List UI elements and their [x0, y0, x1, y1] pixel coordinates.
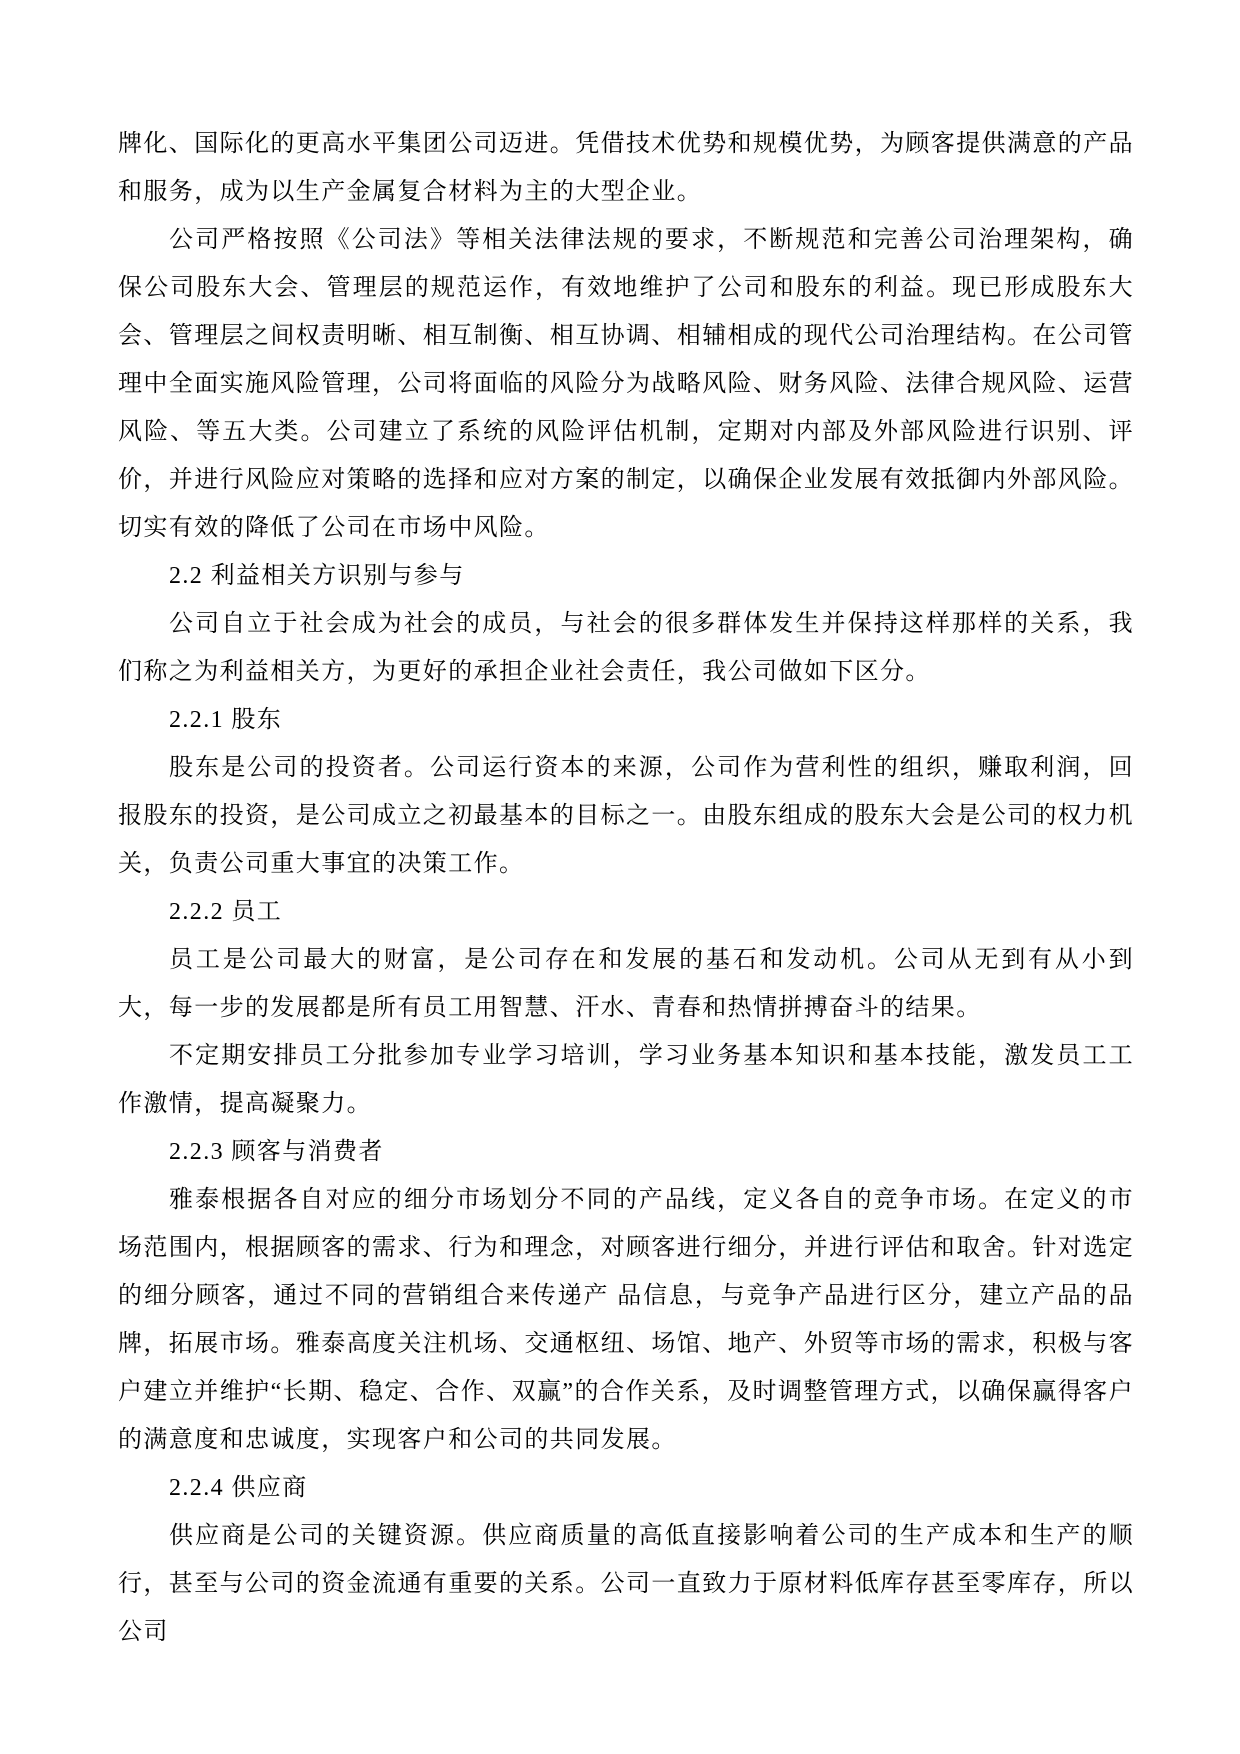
paragraph: 公司自立于社会成为社会的成员，与社会的很多群体发生并保持这样那样的关系，我们称之为利益相关方，为更好的承担企业社会责任，我公司做如下区分。	[118, 611, 1134, 685]
section-heading-2-2-3: 2.2.3 顾客与消费者	[169, 1139, 384, 1165]
text-block	[118, 120, 1134, 1656]
paragraph: 供应商是公司的关键资源。供应商质量的高低直接影响着公司的生产成本和生产的顺行，甚至与公司的资金流通有重要的关系。公司一直致力于原材料低库存甚至零库存，所以公司	[118, 1523, 1134, 1645]
paragraph-continuation: 牌化、国际化的更高水平集团公司迈进。凭借技术优势和规模优势，为顾客提供满意的产品和服务，成为以生产金属复合材料为主的大型企业。	[118, 131, 1134, 205]
paragraph: 公司严格按照《公司法》等相关法律法规的要求，不断规范和完善公司治理架构，确保公司股东大会、管理层的规范运作，有效地维护了公司和股东的利益。现已形成股东大会、管理层之间权责明晰、相互制衡、相互协调、相辅相成的现代公司治理结构。在公司管理中全面实施风险管理，公司将面临的风险分为战略风险、财务风险、法律合规风险、运营风险、等五大类。公司建立了系统的风险评估机制，定期对内部及外部风险进行识别、评价，并进行风险应对策略的选择和应对方案的制定，以确保企业发展有效抵御内外部风险。切实有效的降低了公司在市场中风险。	[118, 227, 1134, 541]
section-heading-2-2-1: 2.2.1 股东	[169, 707, 283, 733]
section-heading-2-2: 2.2 利益相关方识别与参与	[169, 563, 465, 589]
paragraph: 股东是公司的投资者。公司运行资本的来源，公司作为营利性的组织，赚取利润，回报股东的投资，是公司成立之初最基本的目标之一。由股东组成的股东大会是公司的权力机关，负责公司重大事宜的决策工作。	[118, 755, 1134, 877]
paragraph: 不定期安排员工分批参加专业学习培训，学习业务基本知识和基本技能，激发员工工作激情，提高凝聚力。	[118, 1043, 1134, 1117]
section-heading-2-2-2: 2.2.2 员工	[169, 899, 283, 925]
paragraph: 雅泰根据各自对应的细分市场划分不同的产品线，定义各自的竞争市场。在定义的市场范围内，根据顾客的需求、行为和理念，对顾客进行细分，并进行评估和取舍。针对选定的细分顾客，通过不同的营销组合来传递产 品信息，与竞争产品进行区分，建立产品的品牌，拓展市场。雅泰高度关注机场、交通枢纽、场馆、地产、外贸等市场的需求，积极与客户建立并维护“长期、稳定、合作、双赢”的合作关系，及时调整管理方式，以确保赢得客户的满意度和忠诚度，实现客户和公司的共同发展。	[118, 1187, 1134, 1453]
paragraph: 员工是公司最大的财富，是公司存在和发展的基石和发动机。公司从无到有从小到大，每一步的发展都是所有员工用智慧、汗水、青春和热情拼搏奋斗的结果。	[118, 947, 1134, 1021]
section-heading-2-2-4: 2.2.4 供应商	[169, 1475, 308, 1501]
